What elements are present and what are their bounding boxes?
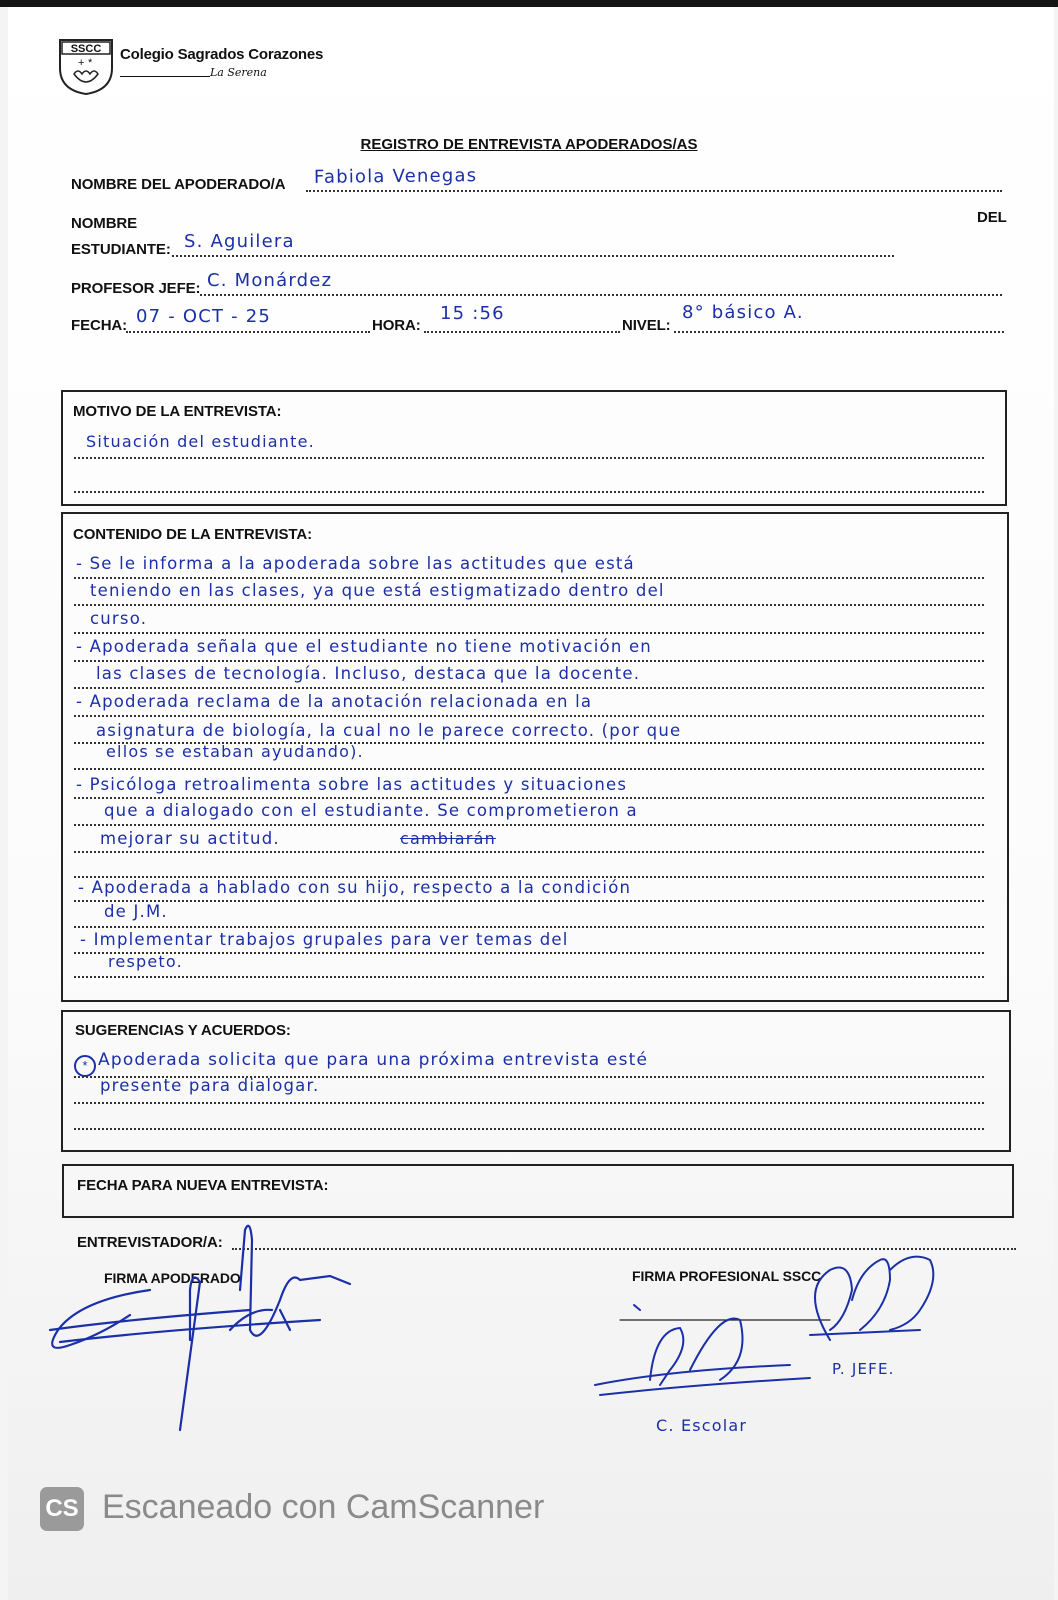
contenido-line-11: mejorar su actitud. bbox=[100, 829, 280, 848]
hora-value: 15 :56 bbox=[440, 303, 505, 324]
nivel-line bbox=[674, 331, 1004, 333]
sugerencias-dotted bbox=[74, 1102, 984, 1104]
fecha-value: 07 - OCT - 25 bbox=[136, 306, 272, 327]
firma-apoderado-label: FIRMA APODERADO bbox=[104, 1270, 241, 1286]
contenido-dotted bbox=[74, 577, 984, 579]
hora-label: HORA: bbox=[372, 317, 421, 334]
contenido-dotted bbox=[74, 604, 984, 606]
fecha-label: FECHA: bbox=[71, 317, 128, 334]
apoderado-value: Fabiola Venegas bbox=[313, 165, 478, 188]
p-jefe-label: P. JEFE. bbox=[832, 1360, 895, 1378]
logo-sscc-text: SSCC bbox=[70, 43, 102, 55]
sugerencias-line-1: Apoderada solicita que para una próxima entrevista esté bbox=[98, 1050, 649, 1070]
contenido-line-12: - Apoderada a hablado con su hijo, respecto a la condición bbox=[78, 878, 632, 897]
contenido-line-4: - Apoderada señala que el estudiante no tiene motivación en bbox=[76, 637, 652, 656]
estudiante-line bbox=[172, 255, 894, 257]
profesional-signatures bbox=[590, 1250, 960, 1420]
apoderado-signature bbox=[40, 1220, 370, 1450]
contenido-line-5: las clases de tecnología. Incluso, destaca que la docente. bbox=[96, 664, 641, 683]
school-city: La Serena bbox=[210, 66, 267, 79]
estudiante-value: S. Aguilera bbox=[184, 231, 295, 252]
contenido-line-6: - Apoderada reclama de la anotación relacionada en la bbox=[76, 692, 593, 711]
svg-text:*: * bbox=[88, 57, 93, 69]
contenido-dotted bbox=[74, 660, 984, 662]
firma-profesional-label: FIRMA PROFESIONAL SSCC bbox=[632, 1268, 822, 1284]
apoderado-label: NOMBRE DEL APODERADO/A bbox=[71, 176, 286, 193]
camscanner-icon: CS bbox=[40, 1487, 84, 1531]
hora-line bbox=[424, 331, 620, 333]
contenido-dotted bbox=[74, 687, 984, 689]
contenido-dotted bbox=[74, 952, 984, 954]
contenido-line-10: que a dialogado con el estudiante. Se comprometieron a bbox=[104, 801, 638, 820]
nivel-label: NIVEL: bbox=[622, 317, 671, 334]
contenido-strikethrough: cambiarán bbox=[400, 829, 496, 848]
contenido-dotted bbox=[74, 715, 984, 717]
contenido-line-13: de J.M. bbox=[104, 902, 168, 921]
contenido-dotted bbox=[74, 926, 984, 928]
contenido-dotted bbox=[74, 976, 984, 978]
motivo-title: MOTIVO DE LA ENTREVISTA: bbox=[73, 403, 282, 420]
school-crest-logo bbox=[58, 38, 114, 96]
contenido-dotted bbox=[74, 900, 984, 902]
contenido-line-2: teniendo en las clases, ya que está estigmatizado dentro del bbox=[90, 581, 665, 600]
sugerencias-title: SUGERENCIAS Y ACUERDOS: bbox=[75, 1022, 291, 1039]
asterisk-circle-icon: * bbox=[74, 1055, 96, 1077]
profesor-value: C. Monárdez bbox=[207, 270, 333, 291]
estudiante-label-line2: ESTUDIANTE: bbox=[71, 241, 171, 258]
c-escolar-label: C. Escolar bbox=[656, 1416, 748, 1435]
motivo-dotted-2 bbox=[74, 491, 984, 493]
school-name-underline bbox=[120, 76, 210, 77]
entrevistador-label: ENTREVISTADOR/A: bbox=[77, 1234, 223, 1251]
contenido-dotted bbox=[74, 851, 984, 853]
contenido-line-14: - Implementar trabajos grupales para ver temas del bbox=[80, 930, 569, 949]
contenido-dotted bbox=[74, 824, 984, 826]
motivo-dotted-1 bbox=[74, 457, 984, 459]
scan-top-edge bbox=[0, 0, 1058, 7]
nivel-value: 8° básico A. bbox=[682, 302, 804, 323]
nueva-fecha-title: FECHA PARA NUEVA ENTREVISTA: bbox=[77, 1177, 329, 1194]
contenido-title: CONTENIDO DE LA ENTREVISTA: bbox=[73, 526, 312, 543]
motivo-line-1: Situación del estudiante. bbox=[86, 432, 315, 451]
contenido-line-3: curso. bbox=[90, 609, 148, 628]
profesor-label: PROFESOR JEFE: bbox=[71, 280, 201, 297]
apoderado-line bbox=[306, 190, 1002, 192]
school-name: Colegio Sagrados Corazones bbox=[120, 46, 324, 63]
contenido-line-15: respeto. bbox=[108, 952, 183, 971]
form-title: REGISTRO DE ENTREVISTA APODERADOS/AS bbox=[360, 136, 698, 153]
contenido-dotted bbox=[74, 797, 984, 799]
contenido-dotted bbox=[74, 632, 984, 634]
fecha-line bbox=[126, 331, 370, 333]
contenido-line-9: - Psicóloga retroalimenta sobre las actitudes y situaciones bbox=[76, 775, 628, 794]
sugerencias-line-2: presente para dialogar. bbox=[100, 1076, 320, 1095]
contenido-line-8: ellos se estaban ayudando). bbox=[106, 742, 364, 761]
estudiante-label-line1: NOMBRE bbox=[71, 215, 138, 232]
contenido-dotted bbox=[74, 768, 984, 770]
sugerencias-dotted bbox=[74, 1128, 984, 1130]
camscanner-watermark: Escaneado con CamScanner bbox=[102, 1488, 545, 1526]
del-label: DEL bbox=[977, 209, 1007, 226]
profesor-line bbox=[200, 294, 1002, 296]
contenido-line-7: asignatura de biología, la cual no le parece correcto. (por que bbox=[96, 721, 682, 740]
svg-text:+: + bbox=[78, 57, 85, 69]
contenido-line-1: - Se le informa a la apoderada sobre las actitudes que está bbox=[76, 554, 635, 573]
